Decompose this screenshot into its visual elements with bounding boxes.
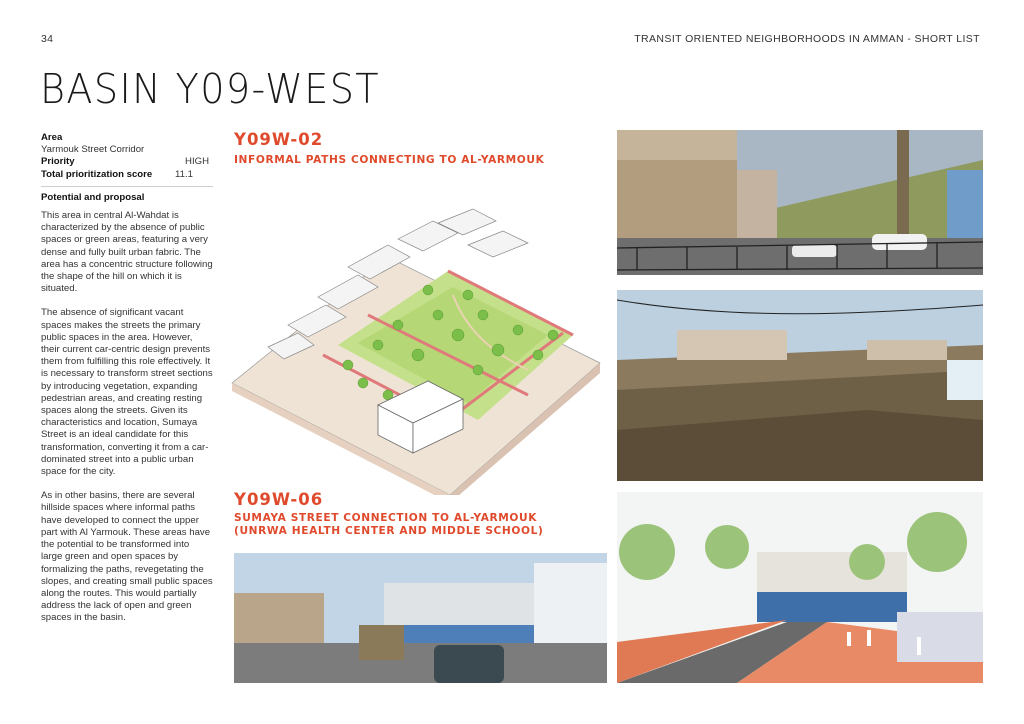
street-existing-photo <box>234 553 607 683</box>
priority-row <box>41 156 213 168</box>
project-code: Y09W-02 <box>234 130 324 149</box>
hillside-photo <box>617 290 983 481</box>
priority-label: Priority <box>41 156 75 168</box>
project-subtitle: (UNRWA HEALTH CENTER AND MIDDLE SCHOOL) <box>234 525 544 537</box>
paragraph: The absence of significant vacant spaces makes the streets the primary public spaces in the area. However, their current car-centric design prevents them from fulfilling this role effectively. It is necessary to transform street sections by introducing vegetation, expanding pedestrian areas, and creating resting spaces along the streets. Given its characteristics and location, Sumaya Street is an ideal candidate for this transformation, converting it from a car-dominated street into a public urban space for the city. <box>41 307 213 478</box>
score-value: 11.1 <box>175 168 193 180</box>
score-label: Total prioritization score <box>41 168 153 180</box>
section-title: Potential and proposal <box>41 191 145 203</box>
project-subtitle: INFORMAL PATHS CONNECTING TO AL-YARMOUK <box>234 154 545 166</box>
axonometric-drawing <box>228 205 608 495</box>
page-number: 34 <box>41 33 54 45</box>
street-photo <box>617 130 983 275</box>
project-subtitle: SUMAYA STREET CONNECTION TO AL-YARMOUK <box>234 512 538 524</box>
divider <box>41 186 213 187</box>
area-value: Yarmouk Street Corridor <box>41 144 145 156</box>
score-row <box>41 169 213 181</box>
paragraph: As in other basins, there are several hillside spaces where informal paths have developed to connect the upper part with Al Yarmouk. These areas have the potential to be transformed into large green and open spaces by formalizing the paths, revegetating the slopes, and creating small public spaces along the routes. This would partially address the lack of open and green spaces in the basin. <box>41 490 213 624</box>
priority-value: HIGH <box>185 156 209 168</box>
project-code: Y09W-06 <box>234 490 324 509</box>
street-proposal-rendering <box>617 492 983 683</box>
running-header: TRANSIT ORIENTED NEIGHBORHOODS IN AMMAN - SHORT LIST <box>634 33 980 45</box>
page-title: BASIN Y09-WEST <box>40 65 380 113</box>
paragraph: This area in central Al-Wahdat is characterized by the absence of public spaces or green areas, featuring a very dense and fully built urban fabric. The area has a concentric structure following the shape of the hill on which it is situated. <box>41 210 213 295</box>
area-label: Area <box>41 132 63 143</box>
sidebar <box>41 132 213 637</box>
